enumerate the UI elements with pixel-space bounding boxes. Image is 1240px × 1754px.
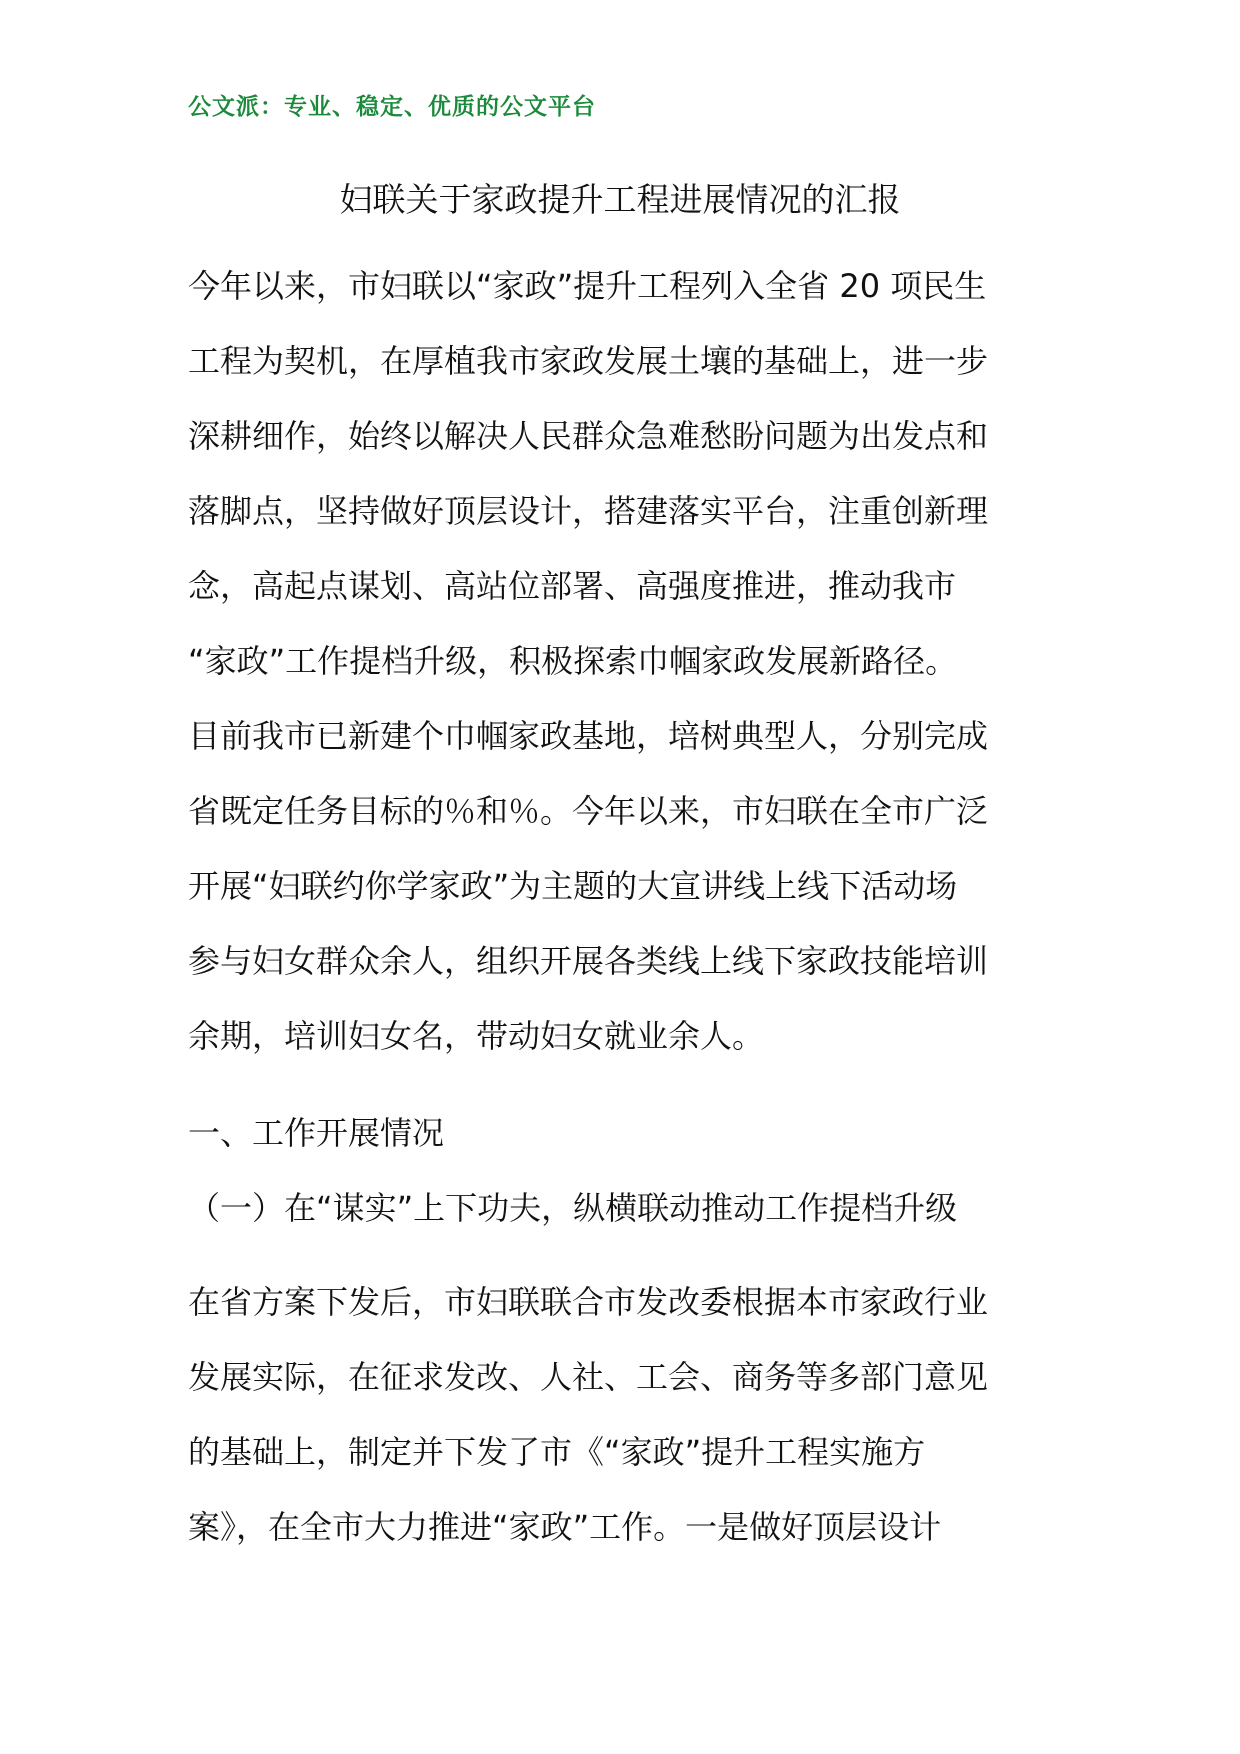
body-paragraph	[188, 1265, 1068, 1565]
paragraph-line: 省既定任务目标的％和％。今年以来，市妇联在全市广泛	[188, 792, 989, 830]
paragraph-line: 今年以来，市妇联以“家政”提升工程列入全省 20 项民生	[188, 267, 987, 305]
paragraph-line: 案》，在全市大力推进“家政”工作。一是做好顶层设计	[188, 1508, 942, 1546]
paragraph-line: 目前我市已新建个巾帼家政基地，培树典型人，分别完成	[188, 717, 989, 755]
paragraph-line: 念，高起点谋划、高站位部署、高强度推进，推动我市	[188, 567, 957, 605]
paragraph-line: 落脚点，坚持做好顶层设计，搭建落实平台，注重创新理	[188, 492, 989, 530]
paragraph-line: 的基础上，制定并下发了市《“家政”提升工程实施方	[188, 1433, 926, 1471]
paragraph-line: 发展实际，在征求发改、人社、工会、商务等多部门意见	[188, 1358, 989, 1396]
intro-paragraph	[188, 249, 1068, 1074]
section-heading	[188, 1096, 1068, 1171]
paragraph-line: “家政”工作提档升级，积极探索巾帼家政发展新路径。	[188, 642, 958, 680]
paragraph-line: 开展“妇联约你学家政”为主题的大宣讲线上线下活动场	[188, 867, 958, 905]
document-title: 妇联关于家政提升工程进展情况的汇报	[339, 180, 901, 219]
section-heading-text: 一、工作开展情况	[188, 1114, 445, 1152]
paragraph-line: 余期，培训妇女名，带动妇女就业余人。	[188, 1017, 765, 1055]
paragraph-line: 参与妇女群众余人，组织开展各类线上线下家政技能培训	[188, 942, 989, 980]
subsection-heading	[188, 1171, 1068, 1246]
paragraph-line: 工程为契机，在厚植我市家政发展土壤的基础上，进一步	[188, 342, 989, 380]
brand-banner: 公文派：专业、稳定、优质的公文平台	[188, 93, 596, 120]
subsection-heading-text: （一）在“谋实”上下功夫，纵横联动推动工作提档升级	[188, 1189, 958, 1227]
paragraph-line: 深耕细作，始终以解决人民群众急难愁盼问题为出发点和	[188, 417, 989, 455]
paragraph-line: 在省方案下发后，市妇联联合市发改委根据本市家政行业	[188, 1283, 989, 1321]
